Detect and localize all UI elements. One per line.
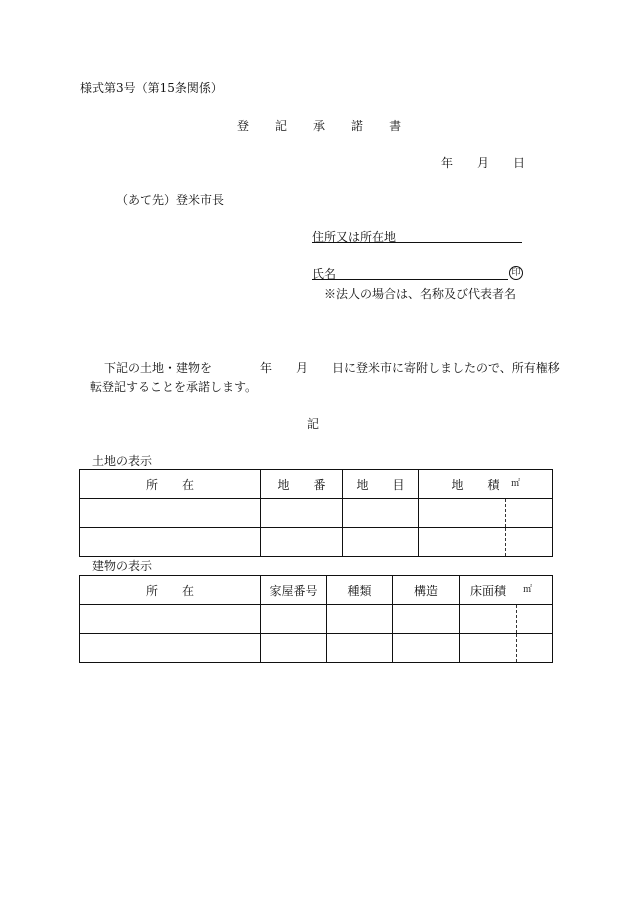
- table-header-row: [80, 470, 553, 499]
- header-house-number: 家屋番号: [261, 576, 327, 605]
- cell-type[interactable]: [327, 634, 393, 663]
- body-text-line2: 転登記することを承諾します。: [90, 380, 258, 394]
- date-month: 月: [477, 156, 490, 170]
- header-land-area-label: 地 積: [451, 477, 500, 492]
- cell-location[interactable]: [80, 634, 261, 663]
- cell-structure[interactable]: [393, 605, 460, 634]
- form-number: 様式第3号（第15条関係）: [80, 81, 223, 95]
- corporate-note: ※法人の場合は、名称及び代表者名: [324, 287, 517, 301]
- cell-location[interactable]: [80, 605, 261, 634]
- address-label: 住所又は所在地: [312, 230, 397, 244]
- cell-location[interactable]: [80, 528, 261, 557]
- cell-land-category[interactable]: [343, 499, 419, 528]
- addressee: （あて先）登米市長: [116, 193, 225, 207]
- header-type: 種類: [327, 576, 393, 605]
- cell-type[interactable]: [327, 605, 393, 634]
- date-day: 日: [513, 156, 526, 170]
- unit-label: ㎡: [510, 479, 520, 489]
- decimal-divider: [516, 634, 517, 662]
- cell-lot-number[interactable]: [261, 499, 343, 528]
- title-char: 登: [237, 119, 250, 133]
- cell-land-category[interactable]: [343, 528, 419, 557]
- cell-floor-area[interactable]: [460, 634, 553, 663]
- cell-land-area[interactable]: [419, 499, 553, 528]
- ki-label: 記: [307, 417, 320, 431]
- unit-label: ㎡: [522, 585, 532, 595]
- cell-floor-area[interactable]: [460, 605, 553, 634]
- cell-land-area[interactable]: [419, 528, 553, 557]
- decimal-divider: [516, 605, 517, 633]
- body-text-line1: 下記の土地・建物を 年 月 日に登米市に寄附しましたので、所有権移: [104, 361, 560, 375]
- title-char: 諾: [351, 119, 364, 133]
- cell-location[interactable]: [80, 499, 261, 528]
- building-section-label: 建物の表示: [92, 559, 153, 573]
- table-row: [80, 634, 553, 663]
- header-location: 所 在: [80, 470, 261, 499]
- document-title: [237, 120, 401, 132]
- name-underline: [312, 279, 508, 280]
- table-header-row: [80, 576, 553, 605]
- cell-structure[interactable]: [393, 634, 460, 663]
- address-underline: [312, 242, 522, 243]
- date-year: 年: [441, 156, 454, 170]
- cell-house-number[interactable]: [261, 634, 327, 663]
- building-table: [79, 575, 553, 663]
- cell-house-number[interactable]: [261, 605, 327, 634]
- table-row: [80, 499, 553, 528]
- decimal-divider: [505, 528, 506, 556]
- header-lot-number: 地 番: [261, 470, 343, 499]
- header-structure: 構造: [393, 576, 460, 605]
- table-row: [80, 528, 553, 557]
- title-char: 承: [313, 119, 326, 133]
- header-location: 所 在: [80, 576, 261, 605]
- title-char: 記: [275, 119, 288, 133]
- land-section-label: 土地の表示: [92, 454, 153, 468]
- date-line: [441, 157, 525, 169]
- name-label: 氏名: [312, 267, 337, 281]
- header-land-area: [419, 470, 553, 499]
- cell-lot-number[interactable]: [261, 528, 343, 557]
- title-char: 書: [389, 119, 402, 133]
- decimal-divider: [505, 499, 506, 527]
- header-floor-area: [460, 576, 553, 605]
- header-floor-area-label: 床面積: [469, 583, 506, 598]
- land-table: [79, 469, 553, 557]
- seal-icon: 印: [509, 266, 523, 280]
- header-land-category: 地 目: [343, 470, 419, 499]
- table-row: [80, 605, 553, 634]
